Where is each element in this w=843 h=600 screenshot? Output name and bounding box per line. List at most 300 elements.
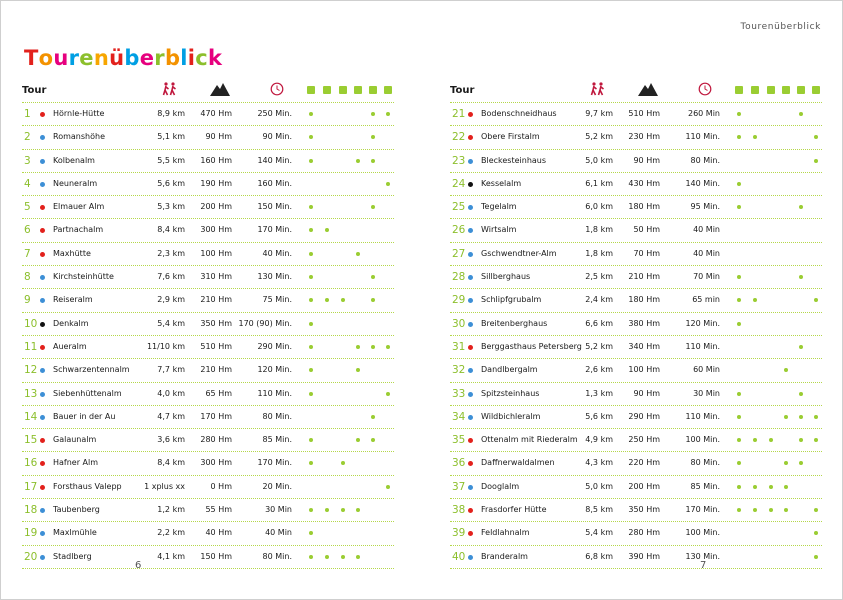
feature-dot xyxy=(325,508,329,512)
feature-dot xyxy=(309,159,313,163)
difficulty-dot xyxy=(468,322,473,327)
distance: 5,4 km xyxy=(157,318,185,328)
feature-dot xyxy=(341,298,345,302)
tour-number: 23 xyxy=(452,154,466,167)
feature-dot xyxy=(309,205,313,209)
table-row xyxy=(22,265,394,288)
duration: 140 Min. xyxy=(685,178,720,188)
tour-number: 3 xyxy=(24,154,31,167)
elevation: 210 Hm xyxy=(200,365,232,375)
title-letter: u xyxy=(53,46,69,70)
table-row xyxy=(22,428,394,451)
feature-dot xyxy=(356,508,360,512)
tour-number: 31 xyxy=(452,340,466,353)
feature-dot xyxy=(309,461,313,465)
difficulty-dot xyxy=(468,228,473,233)
feature-dot xyxy=(356,159,360,163)
duration: 130 Min. xyxy=(257,272,292,282)
feature-dot xyxy=(814,508,818,512)
feature-dot xyxy=(309,438,313,442)
difficulty-dot xyxy=(468,368,473,373)
duration: 110 Min. xyxy=(685,411,720,421)
tour-number: 6 xyxy=(24,224,31,237)
feature-dot xyxy=(799,415,803,419)
tour-number: 17 xyxy=(24,480,38,493)
distance: 6,1 km xyxy=(585,178,613,188)
feature-dot xyxy=(371,438,375,442)
feature-dot xyxy=(737,298,741,302)
table-row xyxy=(450,498,822,521)
distance: 8,4 km xyxy=(157,458,185,468)
table-row xyxy=(22,125,394,148)
elevation: 90 Hm xyxy=(633,155,660,165)
tour-name: Kolbenalm xyxy=(53,155,95,165)
difficulty-dot xyxy=(468,508,473,513)
right-page-table xyxy=(450,80,822,569)
feature-dot xyxy=(386,345,390,349)
tour-number: 26 xyxy=(452,224,466,237)
distance: 1,8 km xyxy=(585,225,613,235)
feature-dot xyxy=(814,555,818,559)
tour-name: Denkalm xyxy=(53,318,89,328)
feature-dot xyxy=(325,298,329,302)
distance: 4,7 km xyxy=(157,411,185,421)
duration: 75 Min. xyxy=(262,295,292,305)
duration: 40 Min. xyxy=(262,248,292,258)
feature-dot xyxy=(309,298,313,302)
distance: 7,6 km xyxy=(157,272,185,282)
distance: 2,2 km xyxy=(157,528,185,538)
feature-dot xyxy=(799,461,803,465)
elevation: 55 Hm xyxy=(205,505,232,515)
table-row xyxy=(450,475,822,498)
distance: 11/10 km xyxy=(146,341,185,351)
table-row xyxy=(450,218,822,241)
duration: 170 Min. xyxy=(257,225,292,235)
duration: 100 Min. xyxy=(685,435,720,445)
tour-number: 12 xyxy=(24,364,38,377)
elevation: 210 Hm xyxy=(628,272,660,282)
duration: 60 Min xyxy=(693,365,720,375)
feature-dot xyxy=(753,298,757,302)
tour-number: 24 xyxy=(452,177,466,190)
duration: 85 Min. xyxy=(690,481,720,491)
feature-dot xyxy=(737,392,741,396)
duration: 80 Min. xyxy=(262,551,292,561)
feature-dot xyxy=(737,205,741,209)
elevation: 380 Hm xyxy=(628,318,660,328)
elevation: 300 Hm xyxy=(200,225,232,235)
duration: 65 min xyxy=(692,295,720,305)
tour-number: 30 xyxy=(452,317,466,330)
icon-6 xyxy=(384,86,392,94)
feature-dot xyxy=(309,531,313,535)
table-row xyxy=(450,265,822,288)
tour-name: Breitenberghaus xyxy=(481,318,548,328)
table-row xyxy=(22,172,394,195)
duration: 130 Min. xyxy=(685,551,720,561)
tour-name: Branderalm xyxy=(481,551,528,561)
tour-number: 10 xyxy=(24,317,38,330)
distance: 1 xplus xx xyxy=(144,481,185,491)
title-letter: e xyxy=(79,46,94,70)
duration: 120 Min. xyxy=(685,318,720,328)
table-row xyxy=(22,521,394,544)
distance: 6,0 km xyxy=(585,202,613,212)
difficulty-dot xyxy=(40,461,45,466)
elevation: 340 Hm xyxy=(628,341,660,351)
difficulty-dot xyxy=(40,275,45,280)
tour-number: 29 xyxy=(452,294,466,307)
distance: 5,2 km xyxy=(585,132,613,142)
tour-name: Schlipfgrubalm xyxy=(481,295,542,305)
table-row xyxy=(450,545,822,568)
feature-dot xyxy=(386,392,390,396)
elevation: 210 Hm xyxy=(200,295,232,305)
distance: 4,1 km xyxy=(157,551,185,561)
tour-name: Obere Firstalm xyxy=(481,132,540,142)
table-row xyxy=(22,405,394,428)
difficulty-dot xyxy=(40,345,45,350)
feature-dot xyxy=(814,159,818,163)
difficulty-dot xyxy=(468,392,473,397)
difficulty-dot xyxy=(40,228,45,233)
icon-4 xyxy=(782,86,790,94)
table-row xyxy=(450,358,822,381)
elevation: 290 Hm xyxy=(628,411,660,421)
difficulty-dot xyxy=(40,415,45,420)
duration: 170 (90) Min. xyxy=(238,318,292,328)
distance: 7,7 km xyxy=(157,365,185,375)
distance: 6,8 km xyxy=(585,551,613,561)
table-row xyxy=(22,312,394,335)
distance: 1,2 km xyxy=(157,505,185,515)
difficulty-dot xyxy=(40,182,45,187)
elevation: 65 Hm xyxy=(205,388,232,398)
feature-dot xyxy=(753,438,757,442)
tour-name: Kesselalm xyxy=(481,178,522,188)
icon-1 xyxy=(735,86,743,94)
difficulty-dot xyxy=(468,531,473,536)
title-letter: c xyxy=(195,46,209,70)
feature-dot xyxy=(309,322,313,326)
feature-dot xyxy=(814,298,818,302)
tour-name: Forsthaus Valepp xyxy=(53,481,122,491)
distance: 5,2 km xyxy=(585,341,613,351)
distance: 9,7 km xyxy=(585,109,613,118)
feature-dot xyxy=(753,485,757,489)
icon-1 xyxy=(307,86,315,94)
title-letter: n xyxy=(93,46,110,70)
tour-number: 39 xyxy=(452,527,466,540)
tour-number: 35 xyxy=(452,434,466,447)
title-letter: o xyxy=(38,46,54,70)
feature-dot xyxy=(309,555,313,559)
tour-number: 19 xyxy=(24,527,38,540)
page-title xyxy=(24,46,222,70)
elevation: 90 Hm xyxy=(633,388,660,398)
elevation: 510 Hm xyxy=(200,341,232,351)
elevation: 230 Hm xyxy=(628,132,660,142)
distance: 5,0 km xyxy=(585,155,613,165)
table-row xyxy=(450,521,822,544)
feature-dot xyxy=(769,508,773,512)
elevation: 100 Hm xyxy=(628,365,660,375)
tour-name: Stadlberg xyxy=(53,551,92,561)
difficulty-dot xyxy=(40,555,45,560)
title-letter: e xyxy=(139,46,155,70)
feature-dot xyxy=(371,345,375,349)
feature-dot xyxy=(371,275,375,279)
tour-name: Bleckesteinhaus xyxy=(481,155,547,165)
duration: 40 Min xyxy=(693,225,720,235)
feature-dot xyxy=(371,135,375,139)
tour-number: 21 xyxy=(452,108,466,120)
difficulty-dot xyxy=(40,485,45,490)
icon-3 xyxy=(339,86,347,94)
tour-number: 40 xyxy=(452,550,466,563)
feature-dot xyxy=(737,322,741,326)
duration: 70 Min xyxy=(693,272,720,282)
feature-dot xyxy=(799,392,803,396)
elevation: 40 Hm xyxy=(205,528,232,538)
feature-dot xyxy=(356,555,360,559)
feature-dot xyxy=(784,485,788,489)
tour-name: Maxhütte xyxy=(53,248,91,258)
tour-name: Wirtsalm xyxy=(481,225,517,235)
elevation: 190 Hm xyxy=(200,178,232,188)
distance: 5,0 km xyxy=(585,481,613,491)
duration: 85 Min. xyxy=(262,435,292,445)
difficulty-dot xyxy=(40,531,45,536)
tour-number: 34 xyxy=(452,410,466,423)
table-row xyxy=(22,498,394,521)
tour-name: Gschwendtner-Alm xyxy=(481,248,557,258)
feature-dot xyxy=(309,392,313,396)
walker-icon xyxy=(590,82,606,99)
tour-number: 11 xyxy=(24,340,38,353)
table-row xyxy=(22,451,394,474)
tour-number: 32 xyxy=(452,364,466,377)
tour-number: 14 xyxy=(24,410,38,423)
distance: 5,6 km xyxy=(157,178,185,188)
duration: 140 Min. xyxy=(257,155,292,165)
elevation: 350 Hm xyxy=(200,318,232,328)
tour-number: 36 xyxy=(452,457,466,470)
elevation: 220 Hm xyxy=(628,458,660,468)
duration: 30 Min xyxy=(265,505,292,515)
distance: 5,6 km xyxy=(585,411,613,421)
elevation: 430 Hm xyxy=(628,178,660,188)
duration: 80 Min. xyxy=(262,411,292,421)
difficulty-dot xyxy=(468,438,473,443)
feature-dot xyxy=(814,135,818,139)
table-row xyxy=(22,242,394,265)
elevation: 150 Hm xyxy=(200,551,232,561)
tour-number: 20 xyxy=(24,550,38,563)
feature-dot xyxy=(325,555,329,559)
feature-dot xyxy=(799,438,803,442)
feature-dot xyxy=(769,485,773,489)
tour-name: Bauer in der Au xyxy=(53,411,116,421)
tour-name: Neuneralm xyxy=(53,178,98,188)
tour-name: Daffnerwaldalmen xyxy=(481,458,555,468)
elevation: 510 Hm xyxy=(628,109,660,118)
difficulty-dot xyxy=(468,252,473,257)
distance: 1,8 km xyxy=(585,248,613,258)
distance: 4,9 km xyxy=(585,435,613,445)
tour-number: 5 xyxy=(24,201,31,214)
distance: 3,6 km xyxy=(157,435,185,445)
elevation: 70 Hm xyxy=(633,248,660,258)
feature-dot xyxy=(356,438,360,442)
difficulty-dot xyxy=(468,205,473,210)
tour-number: 38 xyxy=(452,504,466,517)
duration: 80 Min. xyxy=(690,458,720,468)
title-letter: ü xyxy=(109,46,125,70)
distance: 5,3 km xyxy=(157,202,185,212)
tour-name: Partnachalm xyxy=(53,225,104,235)
distance: 6,6 km xyxy=(585,318,613,328)
table-bottom-rule xyxy=(450,568,822,569)
feature-dot xyxy=(799,275,803,279)
tour-name: Romanshöhe xyxy=(53,132,105,142)
elevation: 100 Hm xyxy=(200,248,232,258)
tour-name: Galaunalm xyxy=(53,435,97,445)
feature-dot xyxy=(784,415,788,419)
feature-dot xyxy=(341,508,345,512)
table-row xyxy=(22,149,394,172)
distance: 5,5 km xyxy=(157,155,185,165)
difficulty-dot xyxy=(40,438,45,443)
table-row xyxy=(22,358,394,381)
tour-name: Sillberghaus xyxy=(481,272,531,282)
duration: 40 Min xyxy=(693,248,720,258)
tour-number: 9 xyxy=(24,294,31,307)
table-row xyxy=(450,405,822,428)
distance: 4,3 km xyxy=(585,458,613,468)
tour-name: Dooglalm xyxy=(481,481,520,491)
title-letter: l xyxy=(180,46,188,70)
distance: 8,9 km xyxy=(157,109,185,118)
duration: 260 Min xyxy=(687,109,720,118)
tour-number: 37 xyxy=(452,480,466,493)
title-letter: b xyxy=(124,46,140,70)
tour-name: Tegelalm xyxy=(481,202,517,212)
tour-name: Elmauer Alm xyxy=(53,202,105,212)
feature-dot xyxy=(737,275,741,279)
feature-dot xyxy=(386,485,390,489)
feature-dot xyxy=(737,438,741,442)
feature-dot xyxy=(737,485,741,489)
table-row xyxy=(450,172,822,195)
feature-dot xyxy=(753,508,757,512)
feature-dot xyxy=(309,275,313,279)
difficulty-dot xyxy=(40,205,45,210)
difficulty-dot xyxy=(468,112,473,117)
table-bottom-rule xyxy=(22,568,394,569)
feature-dot xyxy=(814,415,818,419)
duration: 120 Min. xyxy=(257,365,292,375)
feature-dot xyxy=(309,345,313,349)
difficulty-dot xyxy=(468,415,473,420)
elevation: 280 Hm xyxy=(628,528,660,538)
feature-dot xyxy=(371,159,375,163)
difficulty-dot xyxy=(40,135,45,140)
title-letter: k xyxy=(208,46,223,70)
feature-dot xyxy=(371,298,375,302)
feature-dot xyxy=(371,415,375,419)
tour-number: 28 xyxy=(452,271,466,284)
duration: 95 Min. xyxy=(690,202,720,212)
feature-dot xyxy=(386,112,390,116)
table-row xyxy=(450,451,822,474)
tour-name: Maxlmühle xyxy=(53,528,97,538)
tour-name: Schwarzentennalm xyxy=(53,365,130,375)
feature-dot xyxy=(769,438,773,442)
feature-dot xyxy=(371,112,375,116)
distance: 2,9 km xyxy=(157,295,185,305)
feature-dot xyxy=(309,112,313,116)
table-row xyxy=(450,242,822,265)
feature-dot xyxy=(737,461,741,465)
distance: 4,0 km xyxy=(157,388,185,398)
table-row xyxy=(450,288,822,311)
difficulty-dot xyxy=(40,252,45,257)
elevation: 250 Hm xyxy=(628,435,660,445)
tour-name: Siebenhüttenalm xyxy=(53,388,122,398)
duration: 90 Min. xyxy=(262,132,292,142)
tour-number: 25 xyxy=(452,201,466,214)
tour-column-header: Tour xyxy=(22,85,47,96)
elevation: 170 Hm xyxy=(200,411,232,421)
title-letter: i xyxy=(187,46,196,70)
title-letter: b xyxy=(164,46,181,70)
icon-5 xyxy=(369,86,377,94)
feature-dot xyxy=(737,508,741,512)
icon-5 xyxy=(797,86,805,94)
distance: 8,5 km xyxy=(585,505,613,515)
duration: 80 Min. xyxy=(690,155,720,165)
feature-dot xyxy=(356,252,360,256)
feature-dot xyxy=(737,415,741,419)
elevation: 180 Hm xyxy=(628,295,660,305)
elevation: 310 Hm xyxy=(200,272,232,282)
clock-icon xyxy=(698,82,712,99)
duration: 150 Min. xyxy=(257,202,292,212)
table-row xyxy=(22,545,394,568)
table-row xyxy=(450,382,822,405)
feature-dot xyxy=(814,438,818,442)
difficulty-dot xyxy=(40,368,45,373)
tour-number: 33 xyxy=(452,387,466,400)
feature-dot xyxy=(309,252,313,256)
table-row xyxy=(450,335,822,358)
tour-number: 18 xyxy=(24,504,38,517)
duration: 110 Min. xyxy=(685,341,720,351)
elevation: 160 Hm xyxy=(200,155,232,165)
feature-dot xyxy=(784,461,788,465)
duration: 250 Min. xyxy=(257,109,292,118)
difficulty-dot xyxy=(468,298,473,303)
running-header: Tourenüberblick xyxy=(740,22,821,32)
tour-number: 22 xyxy=(452,131,466,144)
feature-dot xyxy=(341,555,345,559)
difficulty-dot xyxy=(40,322,45,327)
icon-6 xyxy=(812,86,820,94)
feature-dot xyxy=(309,368,313,372)
difficulty-dot xyxy=(40,298,45,303)
